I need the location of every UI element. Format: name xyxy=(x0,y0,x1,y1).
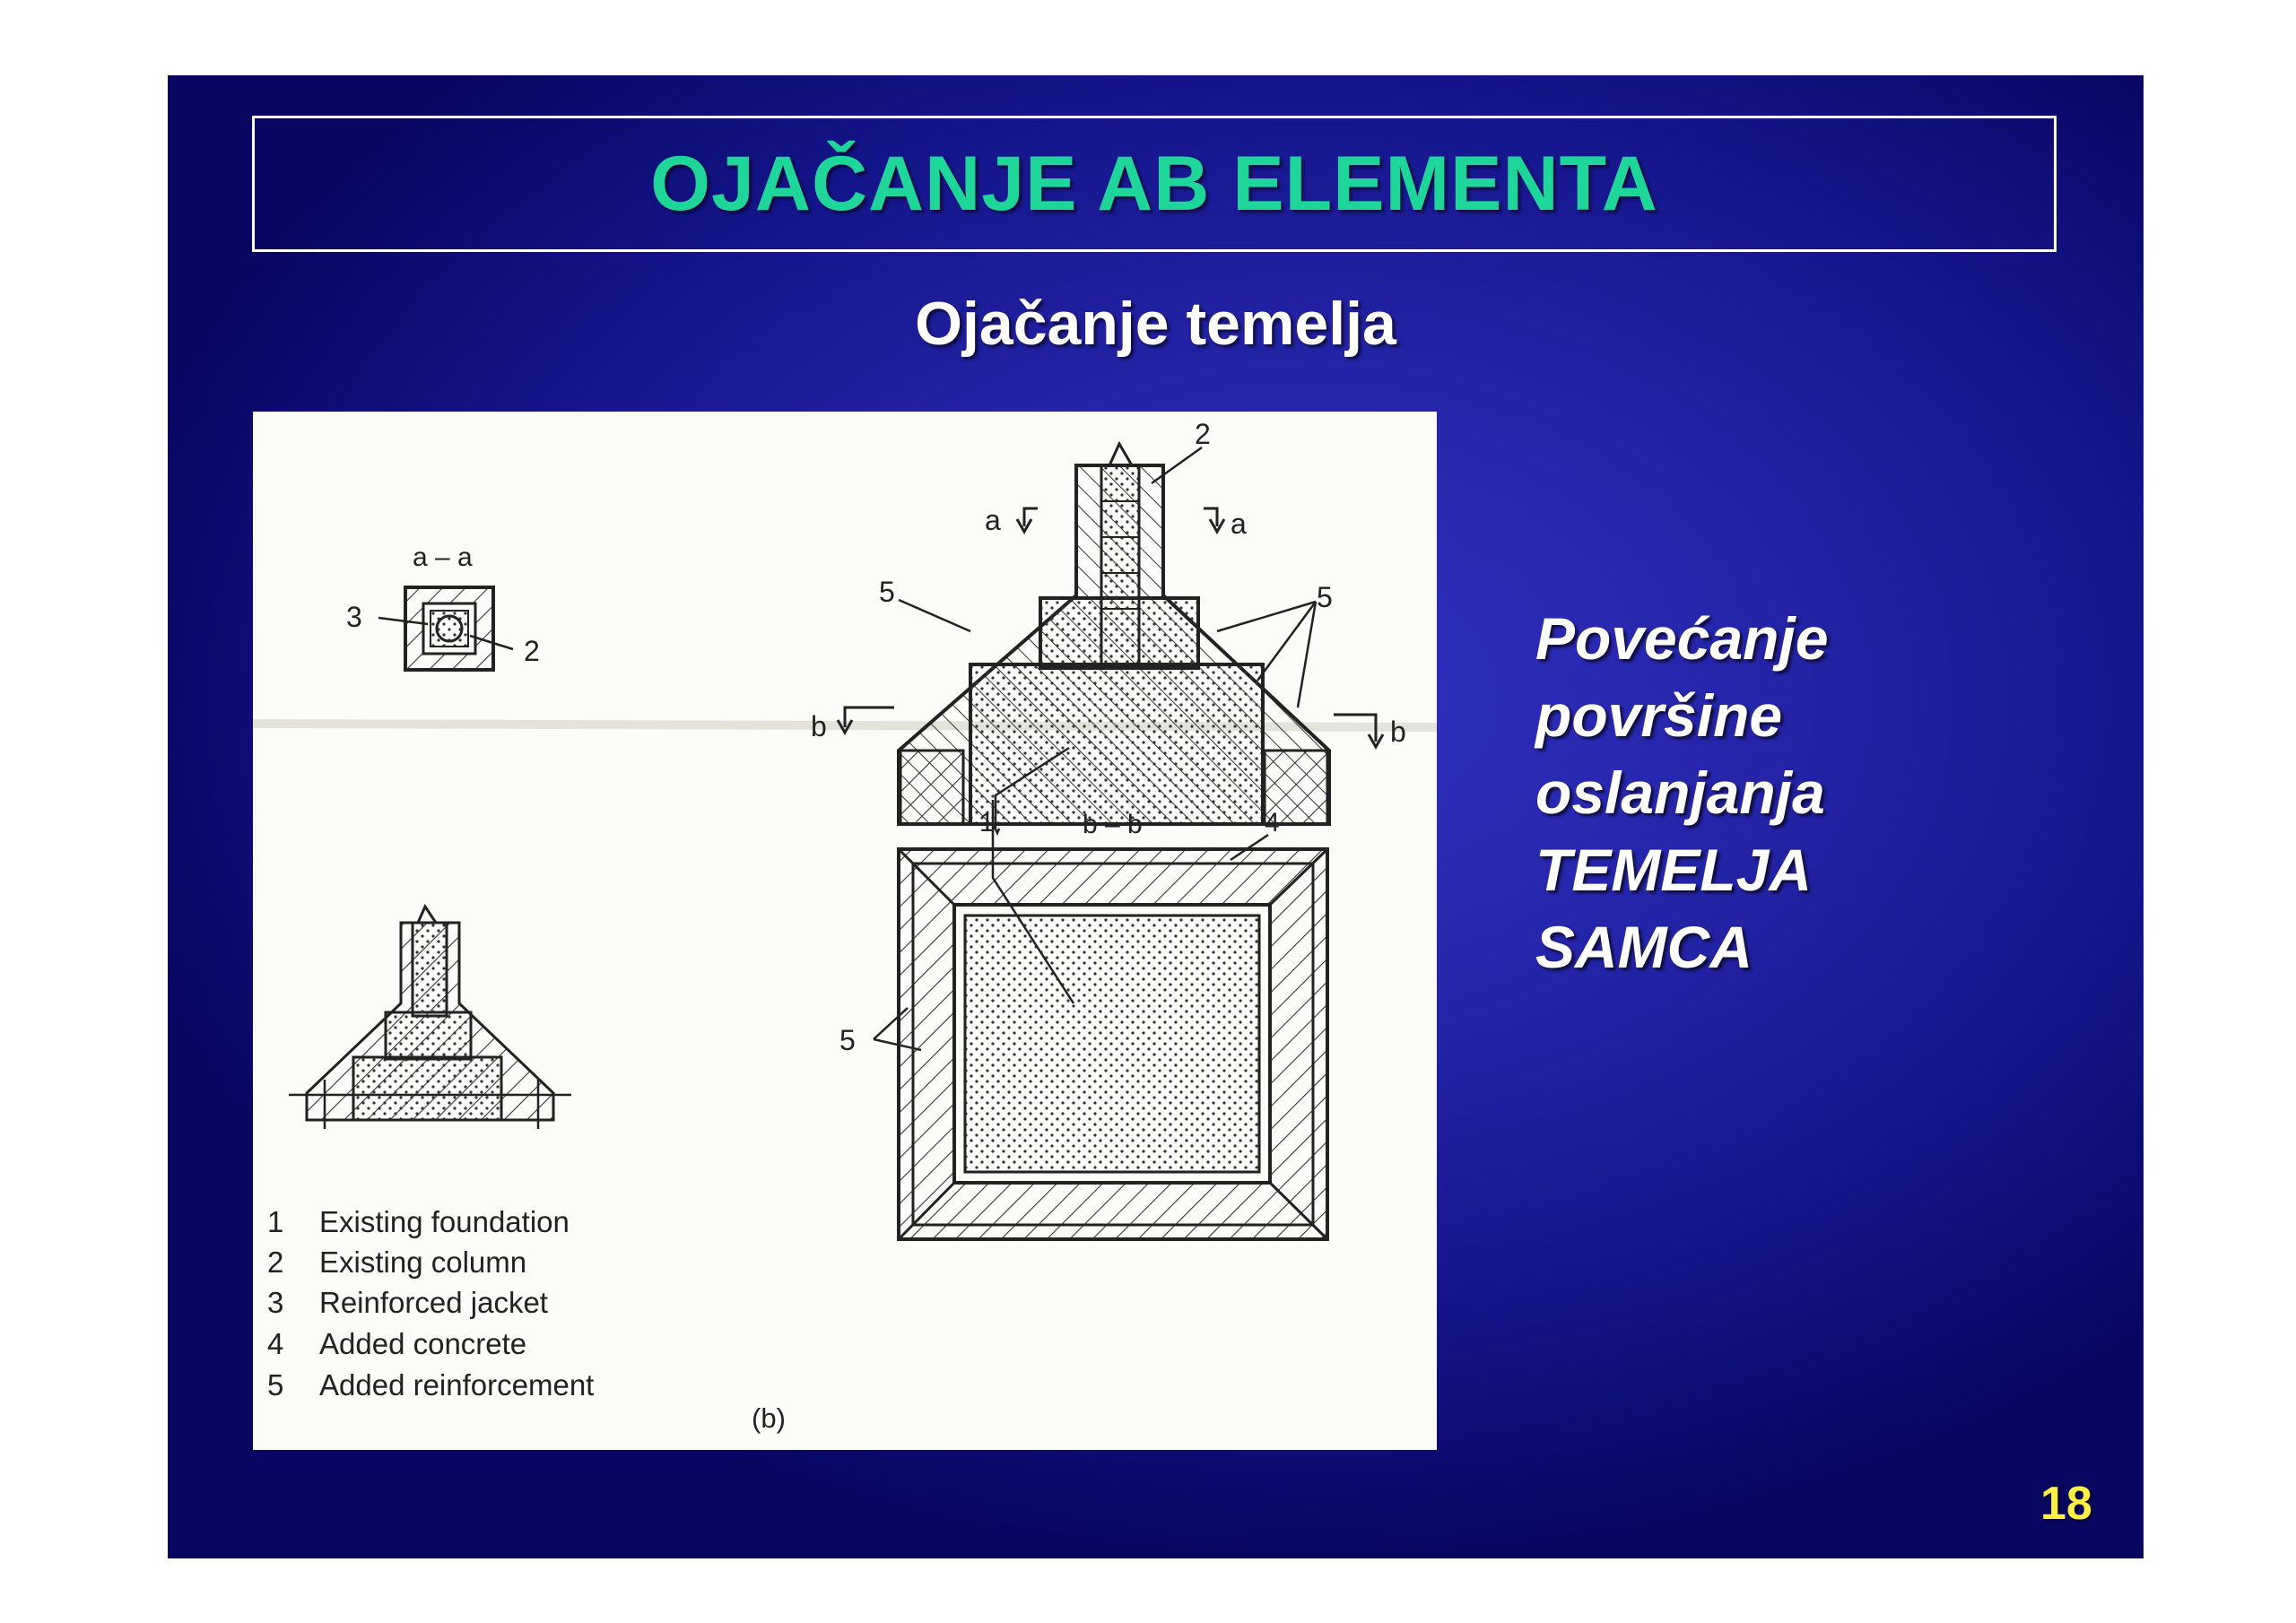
legend-num-2: 2 xyxy=(267,1245,284,1279)
section-aa-label: a – a xyxy=(413,542,473,572)
side-text-line-3: oslanjanja xyxy=(1535,759,1825,826)
callout-2-main: 2 xyxy=(1195,418,1211,450)
callout-5-left: 5 xyxy=(879,576,895,608)
side-text-line-1: Povećanje xyxy=(1535,605,1829,672)
cut-mark-a-right: a xyxy=(1231,508,1247,540)
slide xyxy=(168,75,2144,1558)
legend-num-5: 5 xyxy=(267,1368,284,1402)
section-bb-plan xyxy=(874,800,1327,1239)
figure-drawing xyxy=(253,412,1437,1450)
foundation-strengthening-figure xyxy=(253,412,1437,1450)
page-number: 18 xyxy=(2040,1478,2092,1530)
main-elevation xyxy=(838,444,1383,829)
legend-text-1: Existing foundation xyxy=(319,1205,570,1238)
callout-4: 4 xyxy=(1265,808,1280,838)
cut-mark-b-right: b xyxy=(1390,716,1406,748)
title-box xyxy=(252,116,2057,252)
legend-text-2: Existing column xyxy=(319,1245,527,1279)
cut-mark-a-left: a xyxy=(985,504,1001,536)
legend-num-1: 1 xyxy=(267,1205,284,1238)
section-bb-label: b – b xyxy=(1083,810,1143,839)
small-elevation xyxy=(289,907,571,1129)
figure-caption: (b) xyxy=(752,1402,786,1434)
side-text-line-2: površine xyxy=(1535,682,1783,749)
side-text-line-5: SAMCA xyxy=(1535,914,1752,980)
section-aa-plan xyxy=(378,587,513,670)
callout-2-aa: 2 xyxy=(524,635,540,667)
slide-subtitle: Ojačanje temelja xyxy=(915,290,1396,358)
legend-num-3: 3 xyxy=(267,1286,284,1319)
callout-5-plan: 5 xyxy=(839,1024,856,1056)
legend-text-3: Reinforced jacket xyxy=(319,1286,548,1319)
side-text-line-4: TEMELJA xyxy=(1535,837,1813,903)
callout-3-aa: 3 xyxy=(346,601,362,633)
legend-num-4: 4 xyxy=(267,1327,284,1360)
legend-text-5: Added reinforcement xyxy=(319,1368,595,1402)
callout-5-right: 5 xyxy=(1317,581,1333,613)
figure-legend xyxy=(267,1205,594,1402)
side-text xyxy=(1535,600,2092,985)
callout-1: 1 xyxy=(979,808,995,838)
slide-title: OJAČANJE AB ELEMENTA xyxy=(650,140,1658,227)
cut-mark-b-left: b xyxy=(811,710,827,742)
legend-text-4: Added concrete xyxy=(319,1327,527,1360)
